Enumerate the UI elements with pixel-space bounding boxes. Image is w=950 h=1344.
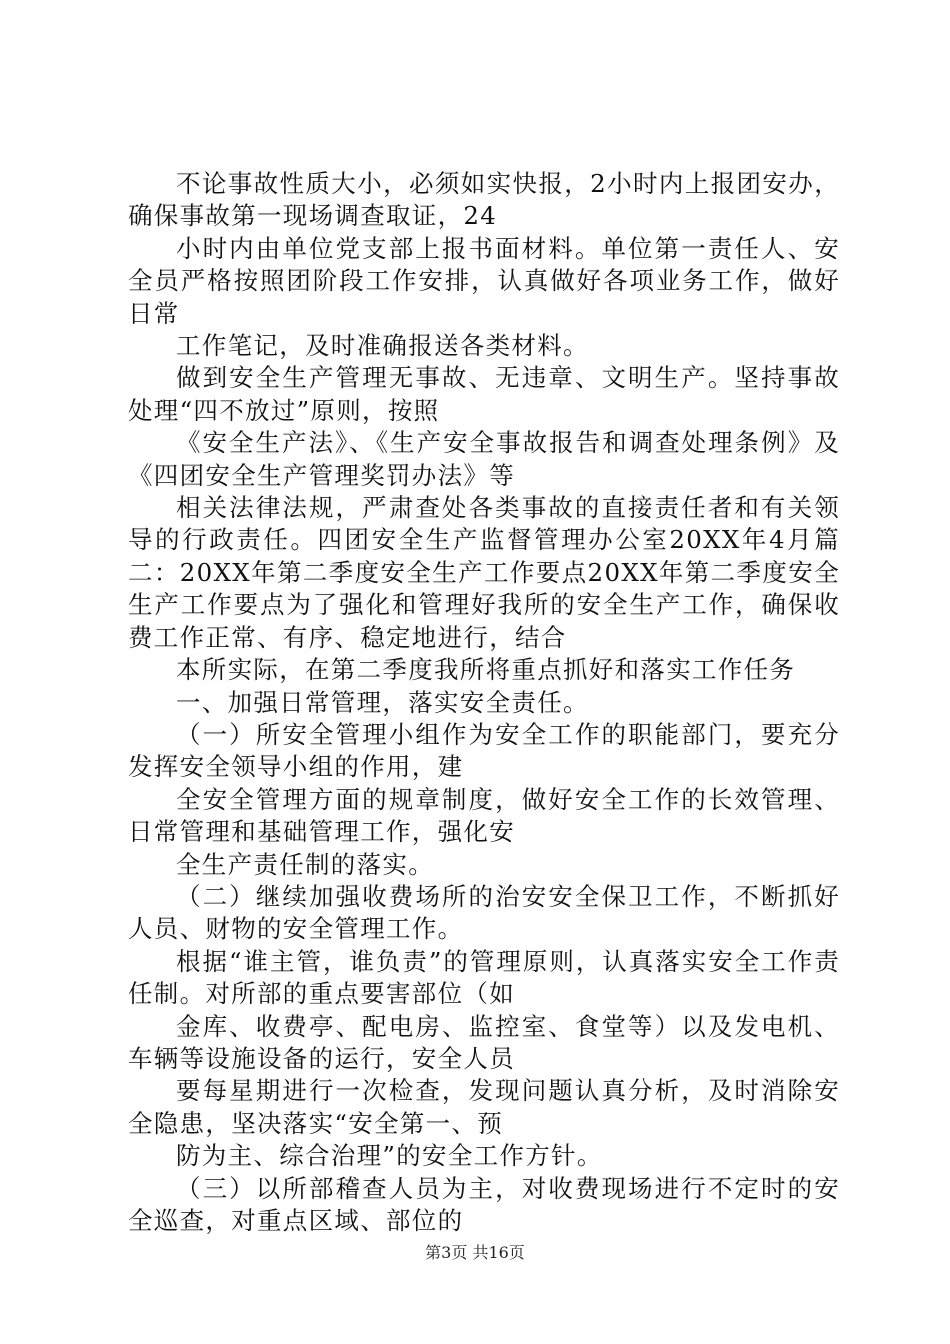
section-heading: 一、加强日常管理，落实安全责任。 (176, 687, 589, 717)
paragraph: 《安全生产法》、《生产安全事故报告和调查处理条例》及《四团安全生产管理奖罚办法》等 (128, 428, 840, 490)
paragraph: 小时内由单位党支部上报书面材料。单位第一责任人、安全员严格按照团阶段工作安排，认真做好各项业务工作，做好日常 (128, 233, 840, 328)
page-number: 第3页 共16页 (425, 1243, 525, 1262)
paragraph: 不论事故性质大小，必须如实快报，2小时内上报团安办，确保事故第一现场调查取证，24 (128, 169, 840, 231)
paragraph: （二）继续加强收费场所的治安安全保卫工作，不断抓好人员、财物的安全管理工作。 (128, 881, 840, 944)
paragraph: 相关法律法规，严肃查处各类事故的直接责任者和有关领导的行政责任。四团安全生产监督管理办公室20XX年4月篇二：20XX年第二季度安全生产工作要点20XX年第二季度安全生产工作要点为了强化和管理好我所的安全生产工作，确保收费工作正常、有序、稳定地进行，结合 (128, 493, 840, 652)
paragraph: 防为主、综合治理”的安全工作方针。 (176, 1141, 603, 1171)
document-body (128, 168, 840, 1237)
paragraph: 金库、收费亭、配电房、监控室、食堂等）以及发电机、车辆等设施设备的运行，安全人员 (128, 1011, 840, 1073)
paragraph: 根据“谁主管，谁负责”的管理原则，认真落实安全工作责任制。对所部的重点要害部位（如 (128, 946, 840, 1009)
paragraph: 全生产责任制的落实。 (176, 849, 434, 879)
paragraph: 本所实际，在第二季度我所将重点抓好和落实工作任务 (176, 655, 796, 685)
paragraph: 工作笔记，及时准确报送各类材料。 (176, 331, 589, 361)
paragraph: 要每星期进行一次检查，发现问题认真分析，及时消除安全隐患，坚决落实“安全第一、预 (128, 1076, 840, 1138)
paragraph: （一）所安全管理小组作为安全工作的职能部门，要充分发挥安全领导小组的作用，建 (128, 719, 840, 782)
paragraph: 做到安全生产管理无事故、无违章、文明生产。坚持事故处理“四不放过”原则，按照 (128, 363, 840, 425)
paragraph: 全安全管理方面的规章制度，做好安全工作的长效管理、日常管理和基础管理工作，强化安 (128, 784, 840, 847)
paragraph: （三）以所部稽查人员为主，对收费现场进行不定时的安全巡查，对重点区域、部位的 (128, 1173, 840, 1235)
page-footer (0, 1243, 950, 1263)
